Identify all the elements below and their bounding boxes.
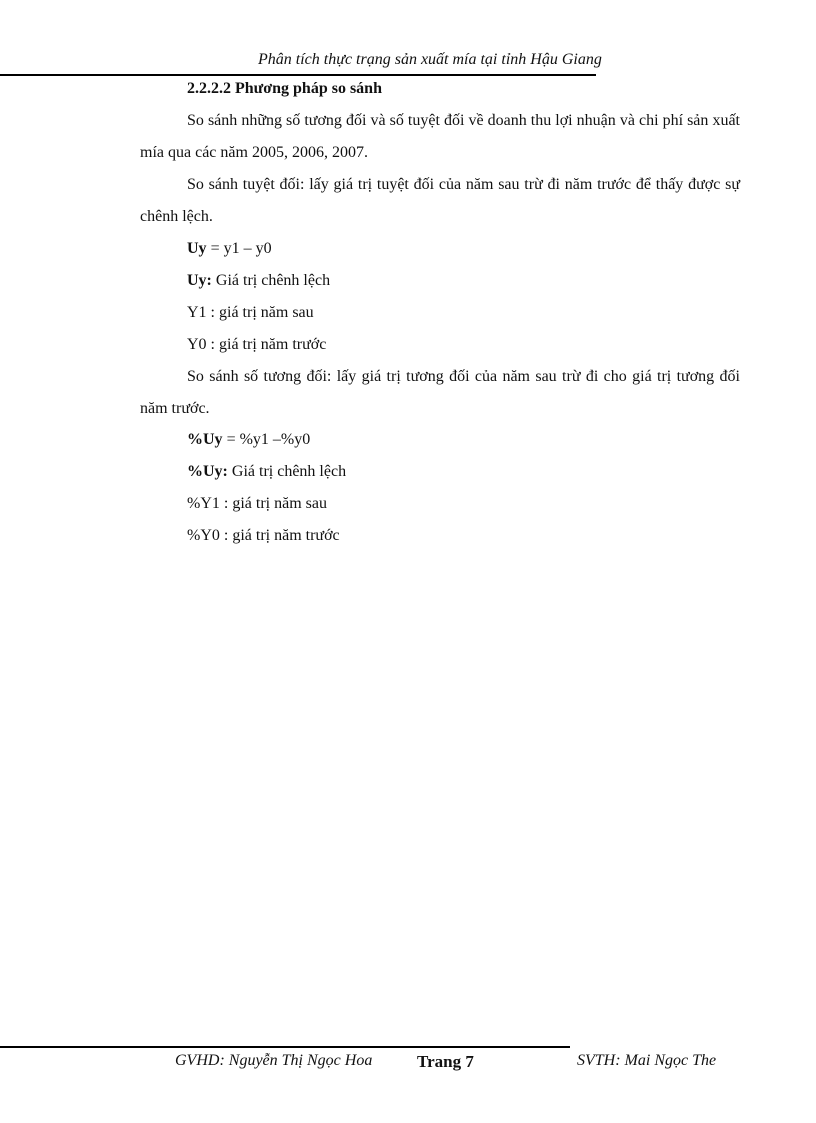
paragraph-relative-comparison: So sánh số tương đối: lấy giá trị tương đối của năm sau trừ đi cho giá trị tương đối năm trước. [140, 368, 740, 417]
absolute-definition-text: Giá trị chênh lệch [211, 272, 331, 289]
footer-supervisor: GVHD: Nguyễn Thị Ngọc Hoa [175, 1052, 373, 1069]
relative-y0-definition: %Y0 : giá trị năm trước [187, 527, 340, 544]
footer-rule [0, 1046, 570, 1048]
absolute-definition [187, 272, 330, 290]
running-header-title: Phân tích thực trạng sản xuất mía tại tỉnh Hậu Giang [258, 51, 602, 68]
absolute-formula [187, 240, 272, 258]
relative-definition-label: %Uy: [187, 463, 228, 480]
footer-page-number: Trang 7 [417, 1052, 474, 1071]
paragraph-comparison-intro: So sánh những số tương đối và số tuyệt đối về doanh thu lợi nhuận và chi phí sản xuất mía qua các năm 2005, 2006, 2007. [140, 112, 740, 161]
relative-definition-text: Giá trị chênh lệch [227, 463, 347, 480]
header-rule [0, 74, 596, 76]
relative-formula-label: %Uy [187, 431, 223, 448]
relative-formula-expression: = %y1 –%y0 [222, 431, 311, 448]
relative-definition [187, 463, 346, 481]
relative-formula [187, 431, 310, 449]
absolute-formula-expression: = y1 – y0 [206, 240, 272, 257]
absolute-formula-label: Uy [187, 240, 207, 257]
absolute-y1-definition: Y1 : giá trị năm sau [187, 304, 314, 321]
relative-y1-definition: %Y1 : giá trị năm sau [187, 495, 327, 512]
section-heading: 2.2.2.2 Phương pháp so sánh [187, 80, 382, 97]
absolute-definition-label: Uy: [187, 272, 212, 289]
absolute-y0-definition: Y0 : giá trị năm trước [187, 336, 327, 353]
paragraph-absolute-comparison: So sánh tuyệt đối: lấy giá trị tuyệt đối của năm sau trừ đi năm trước để thấy được sự chênh lệch. [140, 176, 740, 225]
footer-student: SVTH: Mai Ngọc The [577, 1052, 717, 1069]
